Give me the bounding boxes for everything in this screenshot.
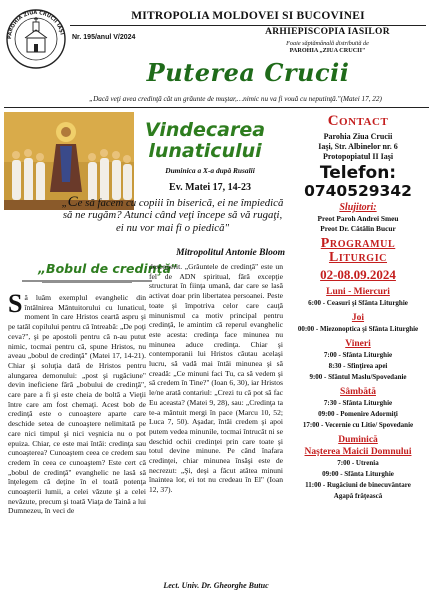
schedule-event: 8:30 - Sfinţirea apei <box>328 362 388 370</box>
bob-article-column-2: descoperit. „Grăuntele de credinţă" este un fel de ADN spiritual, fără excepţie structurat în fiinţa umană, dar care se lasă activat doar prin libertatea persoanei. Peste toate şi împotriva celor care cauţă minunismul ca motiv principal pentru credinţă, le amintim că reperul evanghelic este acesta: credinţa face minunea nu minunea aduce credinţa. Chiar şi contemporanii lui Hristos căutau acelaşi lucru, să vadă mai întâi minunea şi să creadă: „Ce minuni faci Tu, ca să vedem şi să credem în Tine?" (Ioan 6, 30), iar Hristos le/ne arată contariul: „Crezi tu că pot să fac Eu aceasta? (Matei 9, 28), sau: „Credinţa ta te-a mântuit mergi în pace (Marcu 10, 52; Luca 7, 50). Aşadar, întâi credem şi apoi putem vedea minunile, tocmai întrucât ni se deschid ochii credinţei prin care toate şi totul devine minune. Pe când înafara credinţei, chiar minunea însăşi este de necrezut: „Şi, deşi a făcut atâtea minuni înaintea lor, ei tot nu credeau în El" (Ioan 12, 37). <box>149 262 283 495</box>
schedule-day: Sâmbătă <box>340 387 376 397</box>
parish-address <box>285 132 431 162</box>
schedule-day: Vineri <box>345 339 371 349</box>
masthead <box>0 0 433 112</box>
bloom-quote <box>60 196 285 234</box>
program-dates: 02-08.09.2024 <box>320 267 396 282</box>
contact-program-column <box>285 113 431 502</box>
parish-name: PAROHIA „ZIUA CRUCII" <box>289 47 366 54</box>
bob-dropcap: S <box>8 293 23 318</box>
gospel-title <box>140 120 270 162</box>
masthead-rule <box>4 107 429 108</box>
schedule-event: 7:30 - Sfânta Liturghie <box>323 399 393 407</box>
program-heading-line2: Liturgic <box>328 250 388 265</box>
priest-name: Preot Dr. Cătălin Bucur <box>320 224 396 233</box>
schedule-event: 7:00 - Sfânta Liturghie <box>323 351 393 359</box>
schedule-event: 11:00 - Rugăciuni de binecuvântare <box>305 481 411 489</box>
newspaper-title: Puterea Crucii <box>146 58 350 87</box>
address-line: Protopopiatul II Iaşi <box>322 152 394 161</box>
schedule-event: 09:00 - Sfânta Liturghie <box>322 470 394 478</box>
phone-number[interactable]: 0740529342 <box>304 182 412 200</box>
schedule-day: Luni - Miercuri <box>326 287 390 297</box>
schedule-feast: Naşterea Maicii Domnului <box>304 447 412 457</box>
bob-article-title: „Bobul de credinţă" <box>38 261 178 276</box>
issue-number: Nr. 195/anul V/2024 <box>72 34 136 41</box>
quote-author: Mitropolitul Antonie Bloom <box>176 248 285 258</box>
quote-text: e să facem cu copiii în biserică, ei ne împiedică să ne rugăm? Atunci când veţi începe să vă rugaţi, ei nu vor mai fi o piedică" <box>62 197 284 234</box>
sunday-subtitle: Duminica a X-a după Rusalii <box>165 166 255 175</box>
arhiepiscopia-heading: ARHIEPISCOPIA IASILOR <box>265 27 390 37</box>
article-byline: Lect. Univ. Dr. Gheorghe Butuc <box>163 581 269 590</box>
mitropolia-heading: MITROPOLIA MOLDOVEI SI BUCOVINEI <box>131 10 365 22</box>
program-heading-line1: Programul <box>320 236 396 251</box>
seal-text: PAROHIA ZIUA CRUCII IAŞI <box>6 9 65 40</box>
gospel-title-line1: Vindecarea <box>144 119 266 141</box>
schedule-event: 9:00 - Sfântul Maslu/Spovedanie <box>309 373 407 381</box>
motto-quote: „Dacă veţi avea credinţă cât un grăunte de muştar,…nimic nu va fi vouă cu neputinţă."(Matei 17, 22) <box>89 95 382 103</box>
priest-name: Preot Paroh Andrei Smeu <box>317 214 399 223</box>
phone-label: Telefon: <box>319 163 397 183</box>
title-underline-decoration <box>22 279 152 283</box>
gospel-title-line2: lunaticului <box>148 140 262 162</box>
clergy-heading: Slujitori: <box>339 202 377 213</box>
bob-text-part1: ă luăm exemplul evanghelic din întâlnirea Mântuitorului cu lunaticul, moment în care Hristos ceartă aspru şi pe tatăl copilului pentru că întreabă: „De poţi ceva?", şi pe apostoli pentru că n-au putut nimic, tocmai pentru că, spune Hristos, nu aveau „bobul de credinţă" (Matei 17, 14-21). Chiar şi soluţia dată de Hristos pentru alungarea demonului: „post şi rugăciune" devin ineficiene fără „bobului de credinţă", care pare a fi şi este cheia de boltă a Vieţii între care am fost chemaţi. Acest bob de credinţă este o cunoaştere aparte care deschide setea de cunoaştere nelimitată pe care nici timpul şi nici veşnicia nu o pot epuiza. Chiar, ce este mai întâi: credinţa sau cunoaşterea? Cunoaştem ceea ce credem sau credem în ceea ce cunoaştem? Este cert că „bobul de credinţă" evanghelic ne lasă să înţelegem că deţine în el toată potenţa cunoaşterii lumii, a celei văzute şi a celei nevăzute, precum şi toată Viaţa de Taină a lui Dumnezeu, în veci de <box>8 293 146 516</box>
quote-dropcap: C <box>67 194 78 210</box>
schedule-event: 17:00 - Vecernie cu Litie/ Spovedanie <box>302 421 414 429</box>
bob-article-column-1 <box>8 293 146 593</box>
header-rule <box>70 25 426 26</box>
parish-seal-logo <box>5 8 67 70</box>
address-line: Iaşi, Str. Albinelor nr. 6 <box>318 142 398 151</box>
schedule-event: 09:00 - Pomenire Adormiţi <box>318 410 398 418</box>
schedule-event: 00:00 - Miezonoptica şi Sfânta Liturghie <box>297 325 419 333</box>
gospel-reference: Ev. Matei 17, 14-23 <box>169 182 251 193</box>
contact-heading: Contact <box>327 113 389 129</box>
program-heading <box>285 237 431 265</box>
distribution-line: Foaie săptămânală distribuită de <box>286 40 369 47</box>
schedule-day: Duminică <box>338 435 378 445</box>
distribution-note <box>225 40 430 54</box>
schedule-event: 6:00 - Ceasuri şi Sfânta Liturghie <box>308 299 408 307</box>
quote-open-mark: „ <box>61 197 68 209</box>
schedule-event: 7:00 - Utrenia <box>337 459 379 467</box>
address-line: Parohia Ziua Crucii <box>323 132 393 141</box>
schedule-event: Agapă frăţească <box>333 492 383 500</box>
schedule-day: Joi <box>351 313 365 323</box>
